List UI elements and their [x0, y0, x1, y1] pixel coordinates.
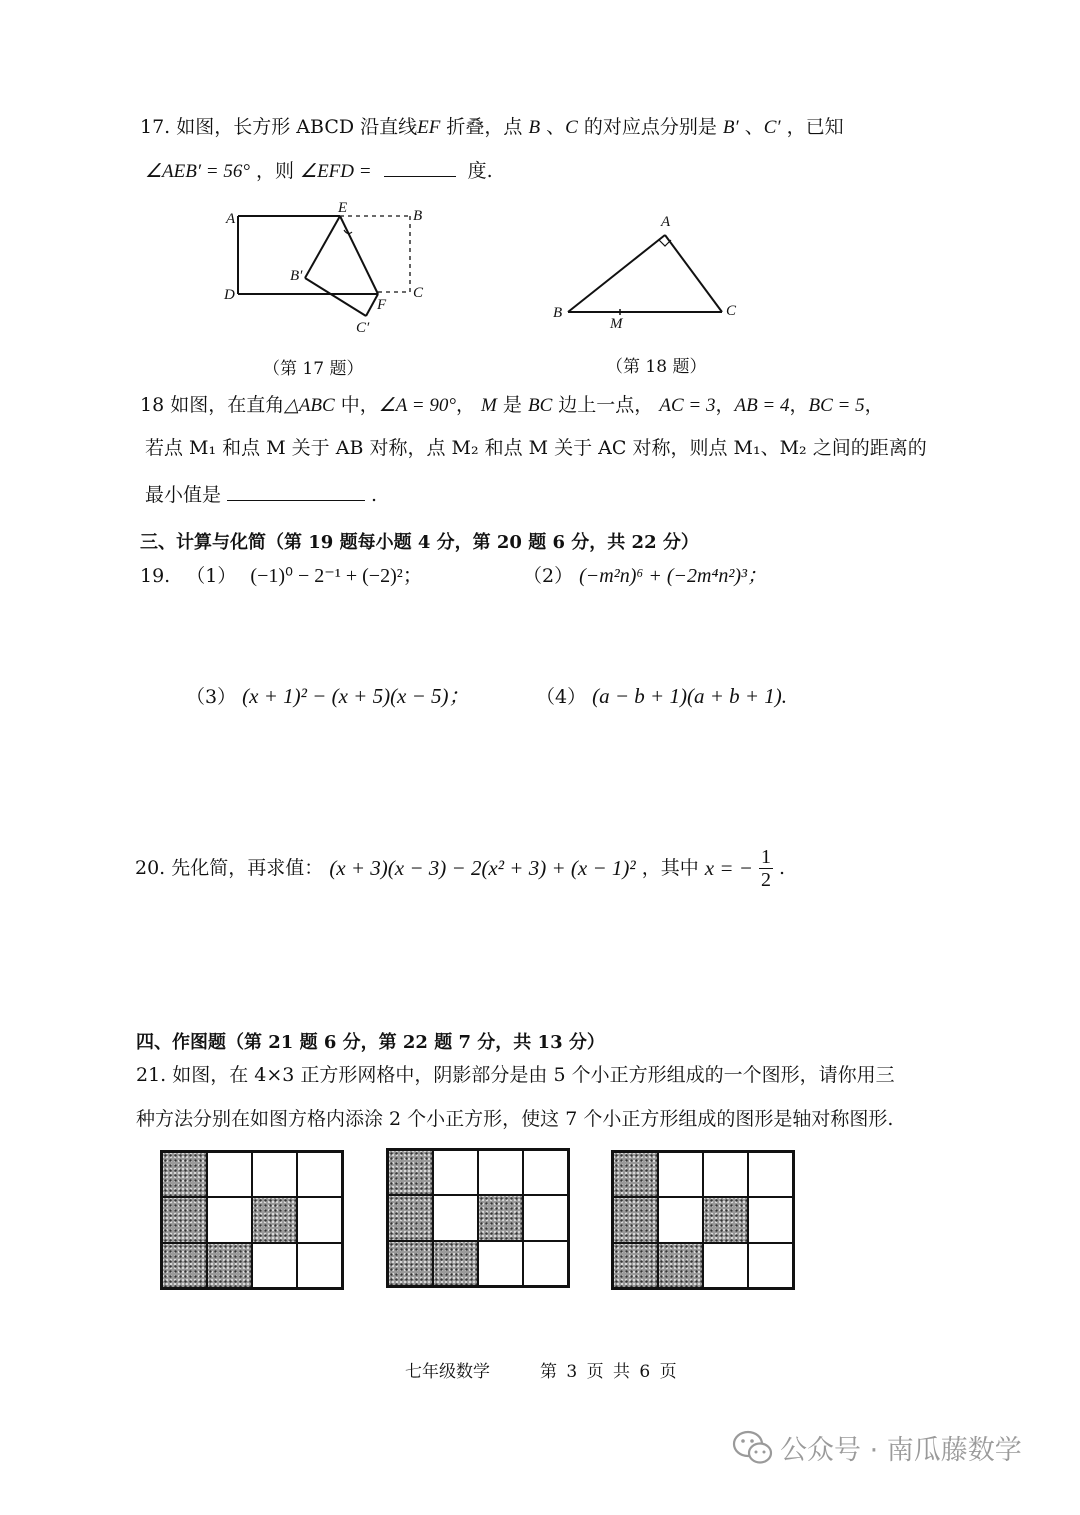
q19-part3: （3） (x + 1)² − (x + 5)(x − 5)；: [186, 684, 470, 708]
fig17-label-a: A: [226, 211, 236, 227]
fig18-label-b: B: [553, 305, 563, 321]
q19-part2: （2） (−m²n)⁶ + (−2m⁴n²)³；: [523, 565, 768, 587]
q19-part1: 19. （1） (−1)⁰ − 2⁻¹ + (−2)²；: [140, 565, 423, 587]
q21-line1: 21. 如图，在 4×3 正方形网格中，阴影部分是由 5 个小正方形组成的一个图形，请你用三: [136, 1064, 895, 1086]
q18-line1: 18 如图，在直角△ABC 中，∠A = 90°， M 是 BC 边上一点， AC = 3，AB = 4，BC = 5，: [140, 394, 884, 416]
fig18-label-c: C: [726, 303, 737, 319]
watermark-text: 公众号 · 南瓜藤数学: [780, 1435, 1022, 1466]
fig17-label-e: E: [338, 200, 348, 216]
fig17-label-cp: C′: [356, 320, 370, 336]
q19-part4: （4） (a − b + 1)(a + b + 1).: [536, 684, 788, 708]
fig18-label-a: A: [661, 214, 671, 230]
fig17-caption: （第 17 题）: [263, 359, 364, 379]
fig18-label-m: M: [610, 316, 623, 332]
q20-fraction: $\frac{1}{2}$: [760, 846, 771, 891]
q18-line3: 最小值是 .: [145, 484, 378, 506]
q17-line1: 17. 如图，长方形 ABCD 沿直线EF 折叠，点 B 、C 的对应点分别是 B′ 、C′ ，已知: [140, 116, 844, 138]
fig17-label-bp: B′: [290, 268, 303, 284]
footer-subject: 七年级数学: [405, 1362, 490, 1382]
fig18-caption: （第 18 题）: [606, 357, 707, 377]
footer-page: 第 3 页 共 6 页: [540, 1362, 677, 1382]
fig17-label-d: D: [224, 287, 235, 303]
q21-line2: 种方法分别在如图方格内添涂 2 个小正方形，使这 7 个小正方形组成的图形是轴对称图形.: [136, 1108, 894, 1130]
fig17-label-b: B: [413, 208, 423, 224]
section-4-title: 四、作图题（第 21 题 6 分，第 22 题 7 分，共 13 分）: [136, 1032, 605, 1053]
fig17-label-c: C: [413, 285, 424, 301]
q20-line: 20. 先化简，再求值： (x + 3)(x − 3) − 2(x² + 3) + (x − 1)² ，其中 x = − $\frac{1}{2}$ .: [135, 846, 786, 891]
fig17-label-f: F: [377, 297, 387, 313]
q17-line2: ∠AEB′ = 56° ，则 ∠EFD = 度.: [145, 160, 493, 182]
section-3-title: 三、计算与化简（第 19 题每小题 4 分，第 20 题 6 分，共 22 分）: [140, 532, 699, 553]
q18-line2: 若点 M₁ 和点 M 关于 AB 对称，点 M₂ 和点 M 关于 AC 对称，则点 M₁、M₂ 之间的距离的: [145, 437, 927, 459]
